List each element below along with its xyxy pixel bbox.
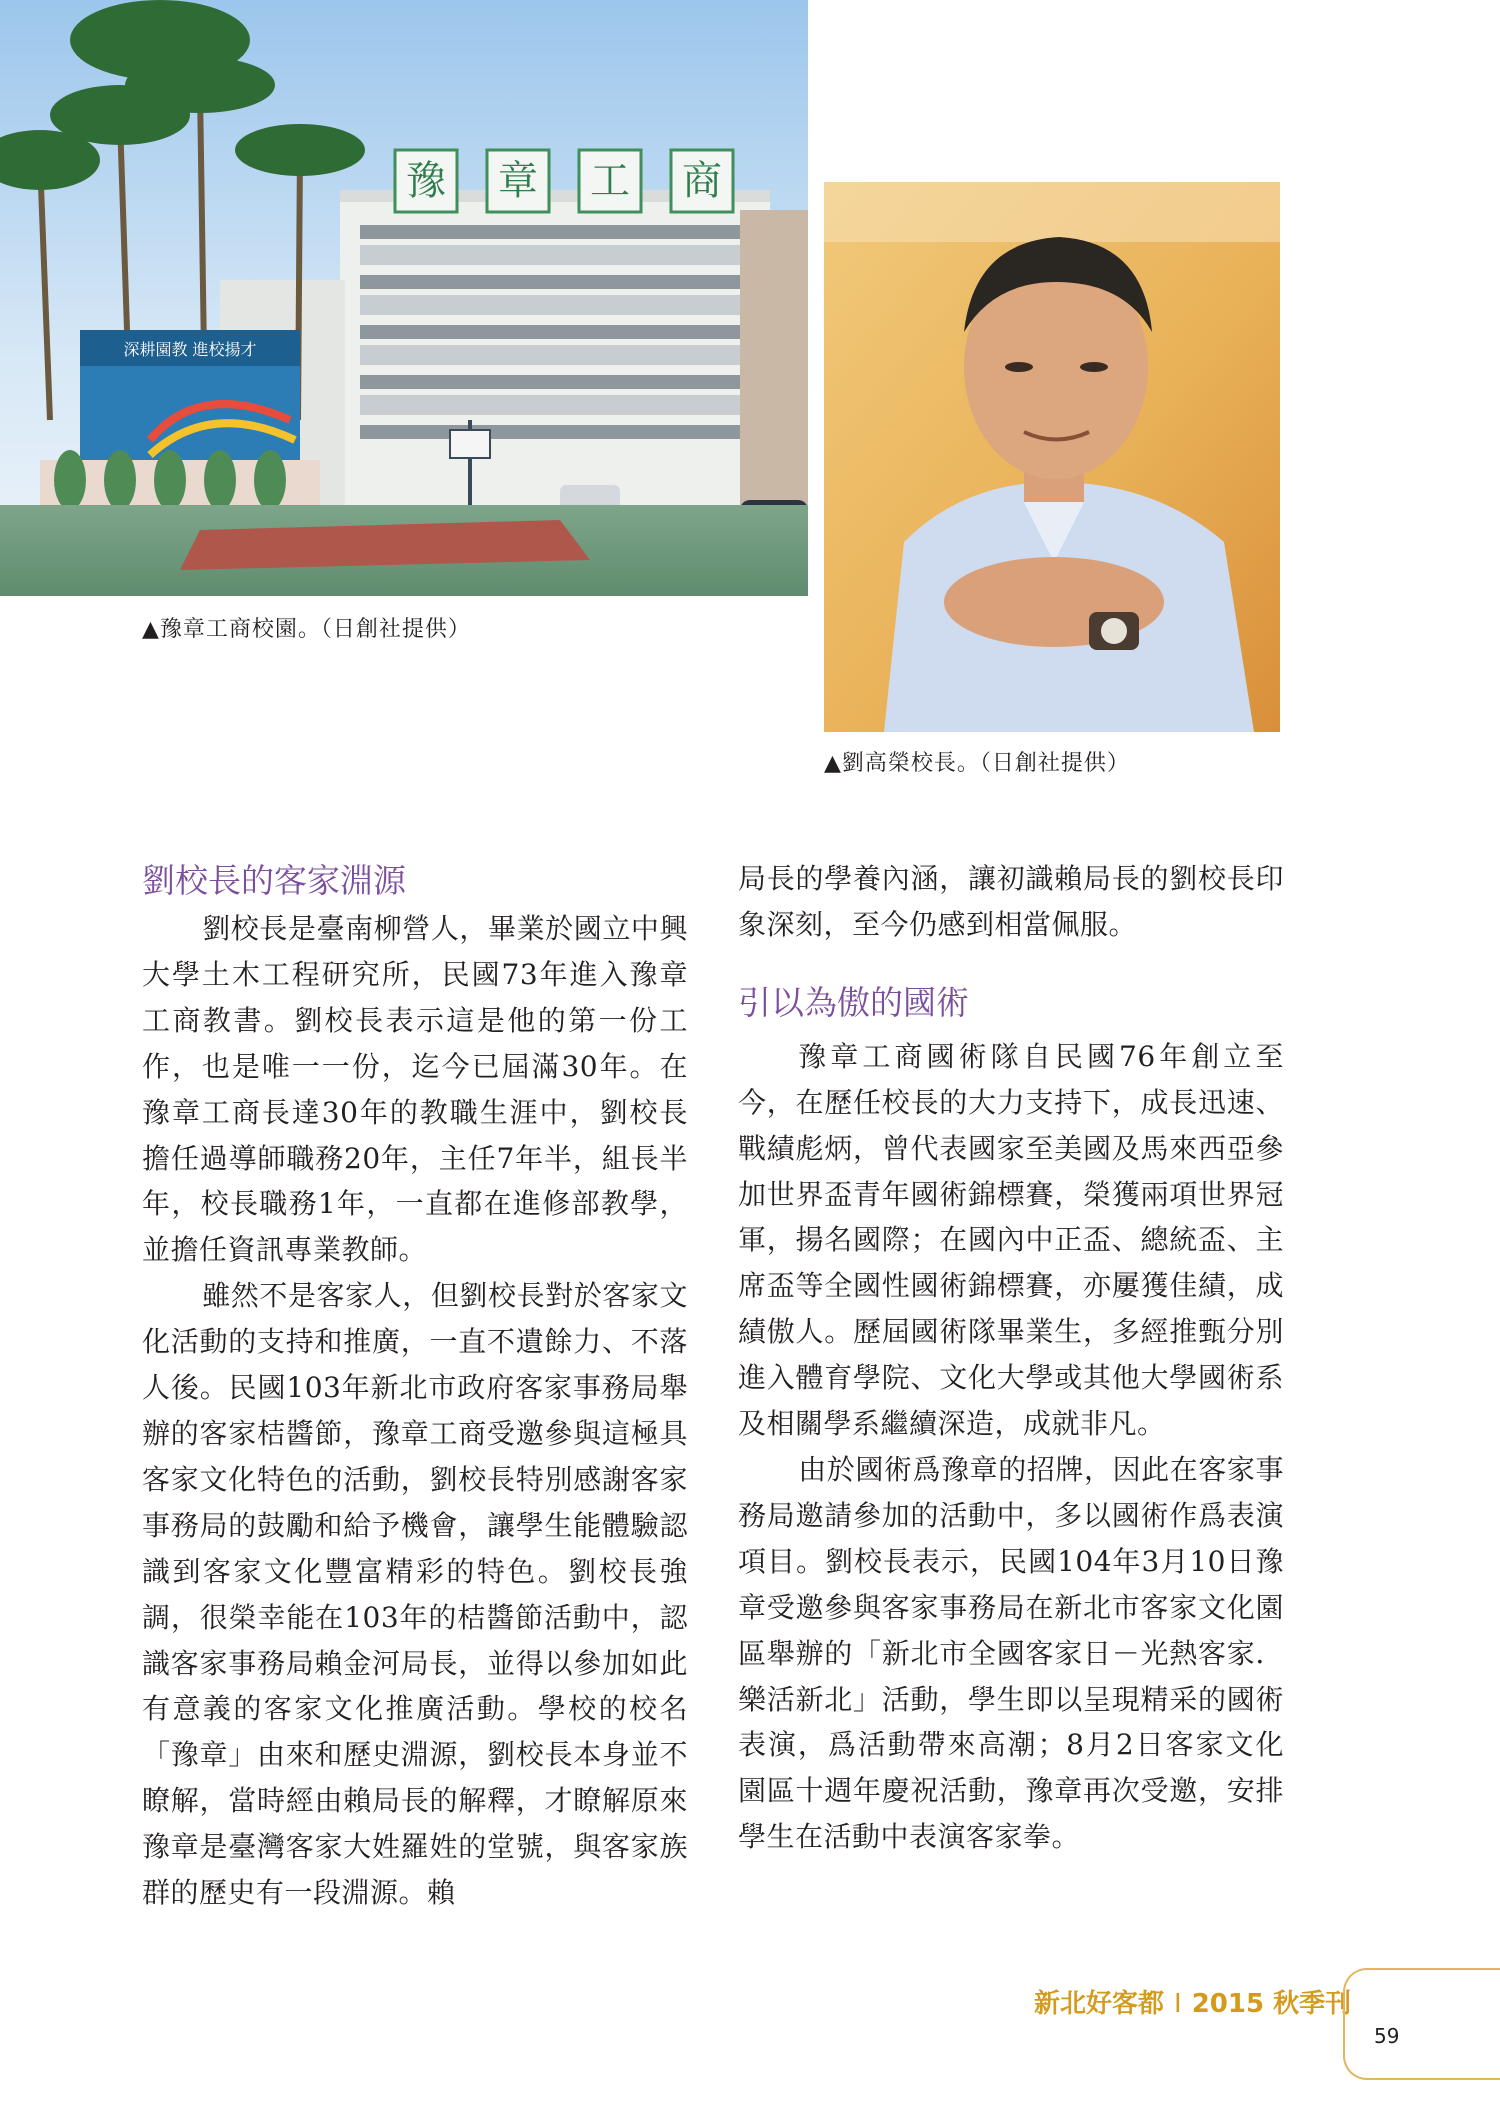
issue-label: 2015 秋季刊 xyxy=(1191,1989,1352,2019)
paragraph: 豫章工商國術隊自民國76年創立至今，在歷任校長的大力支持下，成長迅速、戰績彪炳，曾代表國家至美國及馬來西亞參加世界盃青年國術錦標賽，榮獲兩項世界冠軍，揚名國際；在國內中正盃、總統盃、主席盃等全國性國術錦標賽，亦屢獲佳績，成績傲人。歷屆國術隊畢業生，多經推甄分別進入體育學院、文化大學或其他大學國術系及相關學系繼續深造，成就非凡。 xyxy=(738,1039,1284,1441)
campus-photo-caption: ▲豫章工商校園。（日創社提供） xyxy=(142,617,471,642)
sign-char: 章 xyxy=(498,158,538,204)
page-number: 59 xyxy=(1374,2024,1400,2048)
campus-photo-illustration xyxy=(0,0,808,596)
section-heading: 劉校長的客家淵源 xyxy=(142,861,406,900)
paragraph: 劉校長是臺南柳營人，畢業於國立中興大學土木工程研究所，民國73年進入豫章工商教書。劉校長表示這是他的第一份工作，也是唯一一份，迄今已屆滿30年。在豫章工商長達30年的教職生涯中，劉校長擔任過導師職務20年，主任7年半，組長半年，校長職務1年，一直都在進修部教學，並擔任資訊專業教師。 xyxy=(142,912,688,1267)
principal-photo xyxy=(824,182,1280,732)
sign-char: 豫 xyxy=(406,158,446,204)
sign-char: 工 xyxy=(590,158,630,204)
section-heading: 引以為傲的國術 xyxy=(738,982,969,1022)
paragraph-continued: 局長的學養內涵，讓初識賴局長的劉校長印象深刻，至今仍感到相當佩服。 xyxy=(738,862,1284,941)
article-column-right xyxy=(738,856,1284,1860)
principal-photo-caption: ▲劉高榮校長。（日創社提供） xyxy=(824,751,1130,776)
sign-char: 商 xyxy=(682,158,722,204)
principal-portrait xyxy=(824,182,1280,732)
footer-magazine-title xyxy=(1034,1983,1351,2020)
page-number-frame xyxy=(1343,1968,1500,2080)
banner-text: 深耕園教 進校揚才 xyxy=(123,340,257,359)
campus-photo xyxy=(0,0,808,596)
magazine-name: 新北好客都 xyxy=(1034,1989,1165,2019)
article-column-left xyxy=(142,856,688,1916)
footer-separator: I xyxy=(1174,1989,1182,2019)
paragraph: 由於國術爲豫章的招牌，因此在客家事務局邀請參加的活動中，多以國術作爲表演項目。劉校長表示，民國104年3月10日豫章受邀參與客家事務局在新北市客家文化園區舉辦的「新北市全國客家日－光熱客家．樂活新北」活動，學生即以呈現精采的國術表演，爲活動帶來高潮；8月2日客家文化園區十週年慶祝活動，豫章再次受邀，安排學生在活動中表演客家拳。 xyxy=(738,1452,1284,1854)
paragraph: 雖然不是客家人，但劉校長對於客家文化活動的支持和推廣，一直不遺餘力、不落人後。民國103年新北市政府客家事務局舉辦的客家桔醬節，豫章工商受邀參與這極具客家文化特色的活動，劉校長特別感謝客家事務局的鼓勵和給予機會，讓學生能體驗認識到客家文化豐富精彩的特色。劉校長強調，很榮幸能在103年的桔醬節活動中，認識客家事務局賴金河局長，並得以參加如此有意義的客家文化推廣活動。學校的校名「豫章」由來和歷史淵源，劉校長本身並不瞭解，當時經由賴局長的解釋，才瞭解原來豫章是臺灣客家大姓羅姓的堂號，與客家族群的歷史有一段淵源。賴 xyxy=(142,1279,688,1910)
